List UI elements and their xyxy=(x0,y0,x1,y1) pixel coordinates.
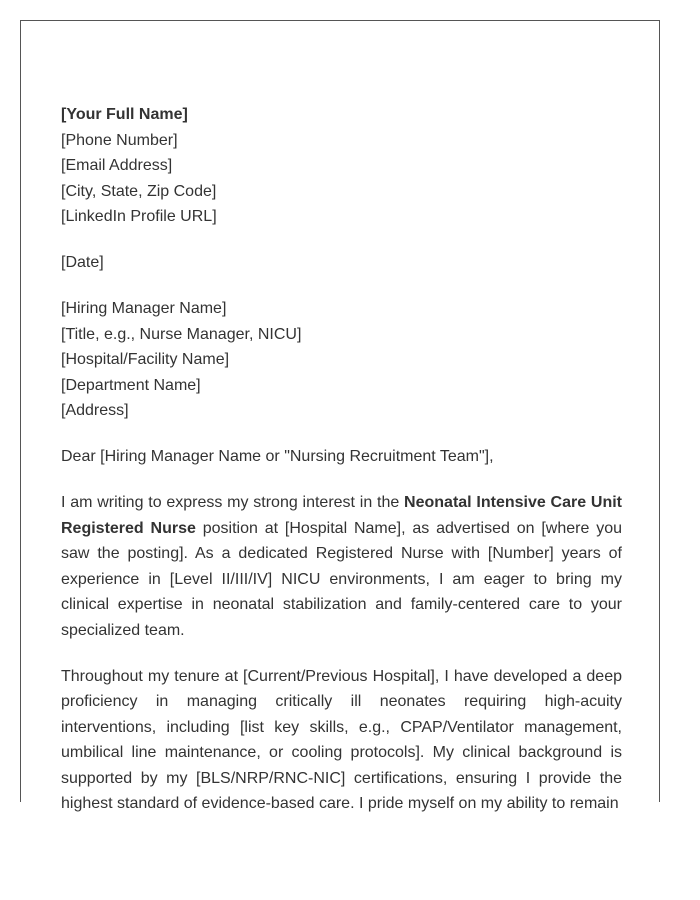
sender-block xyxy=(61,102,622,230)
paragraph-intro-rest: position at [Hospital Name], as advertised on [where you saw the posting]. As a dedicated Registered Nurse with [Number] years of experience in [Level II/III/IV] NICU environments, I am eager to bring my clinical expertise in neonatal stabilization and family-centered care to your specialized team. xyxy=(61,519,623,639)
paragraph-experience: Throughout my tenure at [Current/Previous Hospital], I have developed a deep proficiency in managing critically ill neonates requiring high-acuity interventions, including [list key skills, e.g., CPAP/Ventilator management, umbilical line maintenance, or cooling protocols]. My clinical background is supported by my [BLS/NRP/RNC-NIC] certifications, ensuring I provide the highest standard of evidence-based care. I pride myself on my ability to remain xyxy=(61,667,622,812)
sender-linkedin: [LinkedIn Profile URL] xyxy=(61,208,217,225)
recipient-department: [Department Name] xyxy=(61,376,201,394)
date-block xyxy=(61,250,622,276)
letter-page xyxy=(20,20,660,812)
position-title: Neonatal Intensive Care Unit Registered Nurse xyxy=(61,494,622,537)
paragraph-intro-lead: I am writing to express my strong interest in the xyxy=(61,494,405,511)
letter-body xyxy=(61,102,622,837)
recipient-facility: [Hospital/Facility Name] xyxy=(61,351,230,368)
sender-phone: [Phone Number] xyxy=(61,131,178,149)
recipient-name: [Hiring Manager Name] xyxy=(61,300,227,317)
paragraph-intro xyxy=(61,490,622,643)
sender-name: [Your Full Name] xyxy=(61,106,188,123)
recipient-block xyxy=(61,296,622,424)
sender-location: [City, State, Zip Code] xyxy=(61,182,217,200)
recipient-title: [Title, e.g., Nurse Manager, NICU] xyxy=(61,325,302,343)
salutation: Dear [Hiring Manager Name or "Nursing Recruitment Team"], xyxy=(61,448,494,465)
sender-email: [Email Address] xyxy=(61,157,173,174)
salutation-block xyxy=(61,444,622,470)
recipient-address: [Address] xyxy=(61,402,129,419)
letter-date: [Date] xyxy=(61,254,104,271)
